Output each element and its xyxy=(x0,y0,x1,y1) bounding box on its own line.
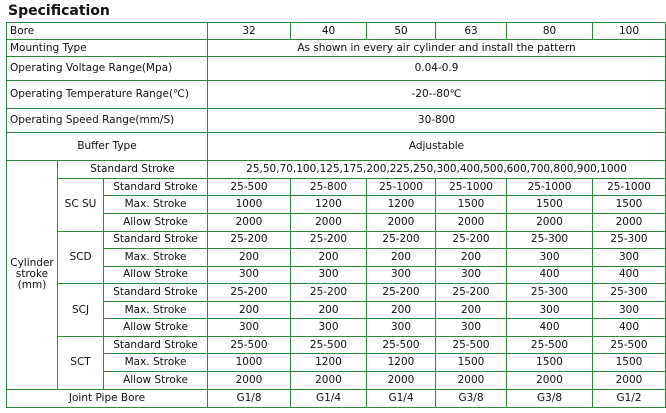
joint-pipe-value: G1/4 xyxy=(291,389,367,407)
page-title: Specification xyxy=(8,3,110,19)
stroke-value: 1200 xyxy=(367,354,436,372)
stroke-value: 300 xyxy=(367,319,436,337)
stroke-value: 2000 xyxy=(367,372,436,390)
stroke-value: 25-200 xyxy=(291,231,367,249)
stroke-value: 25-500 xyxy=(436,336,507,354)
stroke-row-label: Standard Stroke xyxy=(104,178,208,196)
stroke-row-label: Max. Stroke xyxy=(104,249,208,267)
stroke-value: 1000 xyxy=(208,196,291,214)
voltage-label: Operating Voltage Range(Mpa) xyxy=(7,57,208,81)
stroke-value: 25-1000 xyxy=(436,178,507,196)
stroke-value: 1500 xyxy=(593,354,666,372)
stroke-value: 2000 xyxy=(436,213,507,231)
buffer-row xyxy=(7,133,666,161)
stroke-row-label: Max. Stroke xyxy=(104,301,208,319)
stroke-value: 200 xyxy=(367,301,436,319)
speed-row xyxy=(7,108,666,133)
temperature-value: -20--80℃ xyxy=(208,80,666,108)
stroke-value: 25-500 xyxy=(593,336,666,354)
temperature-label: Operating Temperature Range(℃) xyxy=(7,80,208,108)
joint-pipe-row xyxy=(7,389,666,407)
stroke-row xyxy=(7,213,666,231)
mounting-type-value: As shown in every air cylinder and install the pattern xyxy=(208,40,666,57)
bore-value: 50 xyxy=(367,23,436,40)
stroke-value: 400 xyxy=(507,319,593,337)
stroke-value: 1500 xyxy=(436,354,507,372)
stroke-row xyxy=(7,284,666,302)
speed-label: Operating Speed Range(mm/S) xyxy=(7,108,208,133)
bore-value: 32 xyxy=(208,23,291,40)
stroke-value: 25-200 xyxy=(436,231,507,249)
stroke-value: 2000 xyxy=(367,213,436,231)
joint-pipe-value: G1/8 xyxy=(208,389,291,407)
stroke-value: 1200 xyxy=(291,196,367,214)
stroke-value: 300 xyxy=(291,319,367,337)
joint-pipe-value: G1/2 xyxy=(593,389,666,407)
cylinder-type-label: SCT xyxy=(58,336,104,389)
stroke-row-label: Allow Stroke xyxy=(104,319,208,337)
stroke-value: 25-500 xyxy=(208,336,291,354)
cylinder-stroke-label: Cylinder stroke (mm) xyxy=(7,161,58,389)
bore-row xyxy=(7,23,666,40)
stroke-value: 200 xyxy=(367,249,436,267)
stroke-row xyxy=(7,354,666,372)
standard-stroke-row xyxy=(7,161,666,179)
stroke-row-label: Standard Stroke xyxy=(104,336,208,354)
stroke-value: 25-200 xyxy=(367,231,436,249)
stroke-value: 300 xyxy=(436,266,507,284)
stroke-row xyxy=(7,319,666,337)
stroke-value: 300 xyxy=(593,249,666,267)
stroke-value: 25-1000 xyxy=(593,178,666,196)
bore-value: 100 xyxy=(593,23,666,40)
bore-value: 40 xyxy=(291,23,367,40)
cylinder-type-label: SC SU xyxy=(58,178,104,231)
stroke-value: 300 xyxy=(436,319,507,337)
stroke-row-label: Max. Stroke xyxy=(104,196,208,214)
buffer-value: Adjustable xyxy=(208,133,666,161)
joint-pipe-value: G3/8 xyxy=(436,389,507,407)
stroke-row xyxy=(7,301,666,319)
stroke-value: 25-1000 xyxy=(367,178,436,196)
stroke-value: 1200 xyxy=(367,196,436,214)
voltage-row xyxy=(7,57,666,81)
stroke-value: 2000 xyxy=(291,372,367,390)
stroke-value: 400 xyxy=(593,266,666,284)
stroke-value: 200 xyxy=(291,249,367,267)
stroke-value: 300 xyxy=(208,266,291,284)
stroke-value: 300 xyxy=(291,266,367,284)
stroke-value: 25-1000 xyxy=(507,178,593,196)
bore-value: 63 xyxy=(436,23,507,40)
stroke-value: 25-800 xyxy=(291,178,367,196)
stroke-value: 1500 xyxy=(507,354,593,372)
stroke-row-label: Max. Stroke xyxy=(104,354,208,372)
stroke-value: 300 xyxy=(367,266,436,284)
stroke-value: 25-300 xyxy=(593,284,666,302)
stroke-value: 25-300 xyxy=(507,231,593,249)
stroke-row-label: Allow Stroke xyxy=(104,372,208,390)
stroke-row-label: Standard Stroke xyxy=(104,284,208,302)
stroke-value: 200 xyxy=(436,301,507,319)
stroke-value: 25-300 xyxy=(507,284,593,302)
stroke-value: 300 xyxy=(208,319,291,337)
stroke-row xyxy=(7,178,666,196)
stroke-value: 2000 xyxy=(436,372,507,390)
bore-value: 80 xyxy=(507,23,593,40)
joint-pipe-value: G3/8 xyxy=(507,389,593,407)
stroke-value: 200 xyxy=(208,249,291,267)
stroke-row xyxy=(7,249,666,267)
specification-table xyxy=(6,22,666,408)
bore-label: Bore xyxy=(7,23,208,40)
stroke-value: 25-300 xyxy=(593,231,666,249)
stroke-value: 400 xyxy=(507,266,593,284)
stroke-value: 25-200 xyxy=(367,284,436,302)
stroke-value: 25-500 xyxy=(208,178,291,196)
stroke-value: 25-500 xyxy=(291,336,367,354)
cylinder-type-label: SCJ xyxy=(58,284,104,337)
stroke-row xyxy=(7,336,666,354)
cylinder-type-label: SCD xyxy=(58,231,104,284)
stroke-value: 1500 xyxy=(507,196,593,214)
joint-pipe-value: G1/4 xyxy=(367,389,436,407)
stroke-value: 300 xyxy=(507,301,593,319)
stroke-value: 2000 xyxy=(291,213,367,231)
stroke-value: 25-200 xyxy=(436,284,507,302)
joint-pipe-label: Joint Pipe Bore xyxy=(7,389,208,407)
mounting-type-row xyxy=(7,40,666,57)
stroke-value: 2000 xyxy=(593,213,666,231)
stroke-value: 200 xyxy=(208,301,291,319)
stroke-value: 25-200 xyxy=(208,231,291,249)
stroke-value: 200 xyxy=(436,249,507,267)
stroke-row xyxy=(7,372,666,390)
stroke-row-label: Allow Stroke xyxy=(104,266,208,284)
stroke-row xyxy=(7,231,666,249)
stroke-value: 25-200 xyxy=(291,284,367,302)
stroke-value: 1200 xyxy=(291,354,367,372)
standard-stroke-value: 25,50,70,100,125,175,200,225,250,300,400,500,600,700,800,900,1000 xyxy=(208,161,666,179)
stroke-value: 200 xyxy=(291,301,367,319)
stroke-row xyxy=(7,266,666,284)
standard-stroke-label: Standard Stroke xyxy=(58,161,208,179)
stroke-value: 25-200 xyxy=(208,284,291,302)
stroke-row-label: Standard Stroke xyxy=(104,231,208,249)
stroke-value: 2000 xyxy=(208,372,291,390)
stroke-value: 400 xyxy=(593,319,666,337)
stroke-value: 1500 xyxy=(593,196,666,214)
stroke-value: 2000 xyxy=(593,372,666,390)
buffer-label: Buffer Type xyxy=(7,133,208,161)
stroke-value: 2000 xyxy=(507,213,593,231)
stroke-value: 2000 xyxy=(208,213,291,231)
mounting-type-label: Mounting Type xyxy=(7,40,208,57)
stroke-value: 1500 xyxy=(436,196,507,214)
stroke-value: 1000 xyxy=(208,354,291,372)
stroke-value: 300 xyxy=(507,249,593,267)
voltage-value: 0.04-0.9 xyxy=(208,57,666,81)
temperature-row xyxy=(7,80,666,108)
speed-value: 30-800 xyxy=(208,108,666,133)
stroke-row xyxy=(7,196,666,214)
stroke-value: 300 xyxy=(593,301,666,319)
stroke-value: 2000 xyxy=(507,372,593,390)
stroke-value: 25-500 xyxy=(367,336,436,354)
stroke-value: 25-500 xyxy=(507,336,593,354)
stroke-row-label: Allow Stroke xyxy=(104,213,208,231)
